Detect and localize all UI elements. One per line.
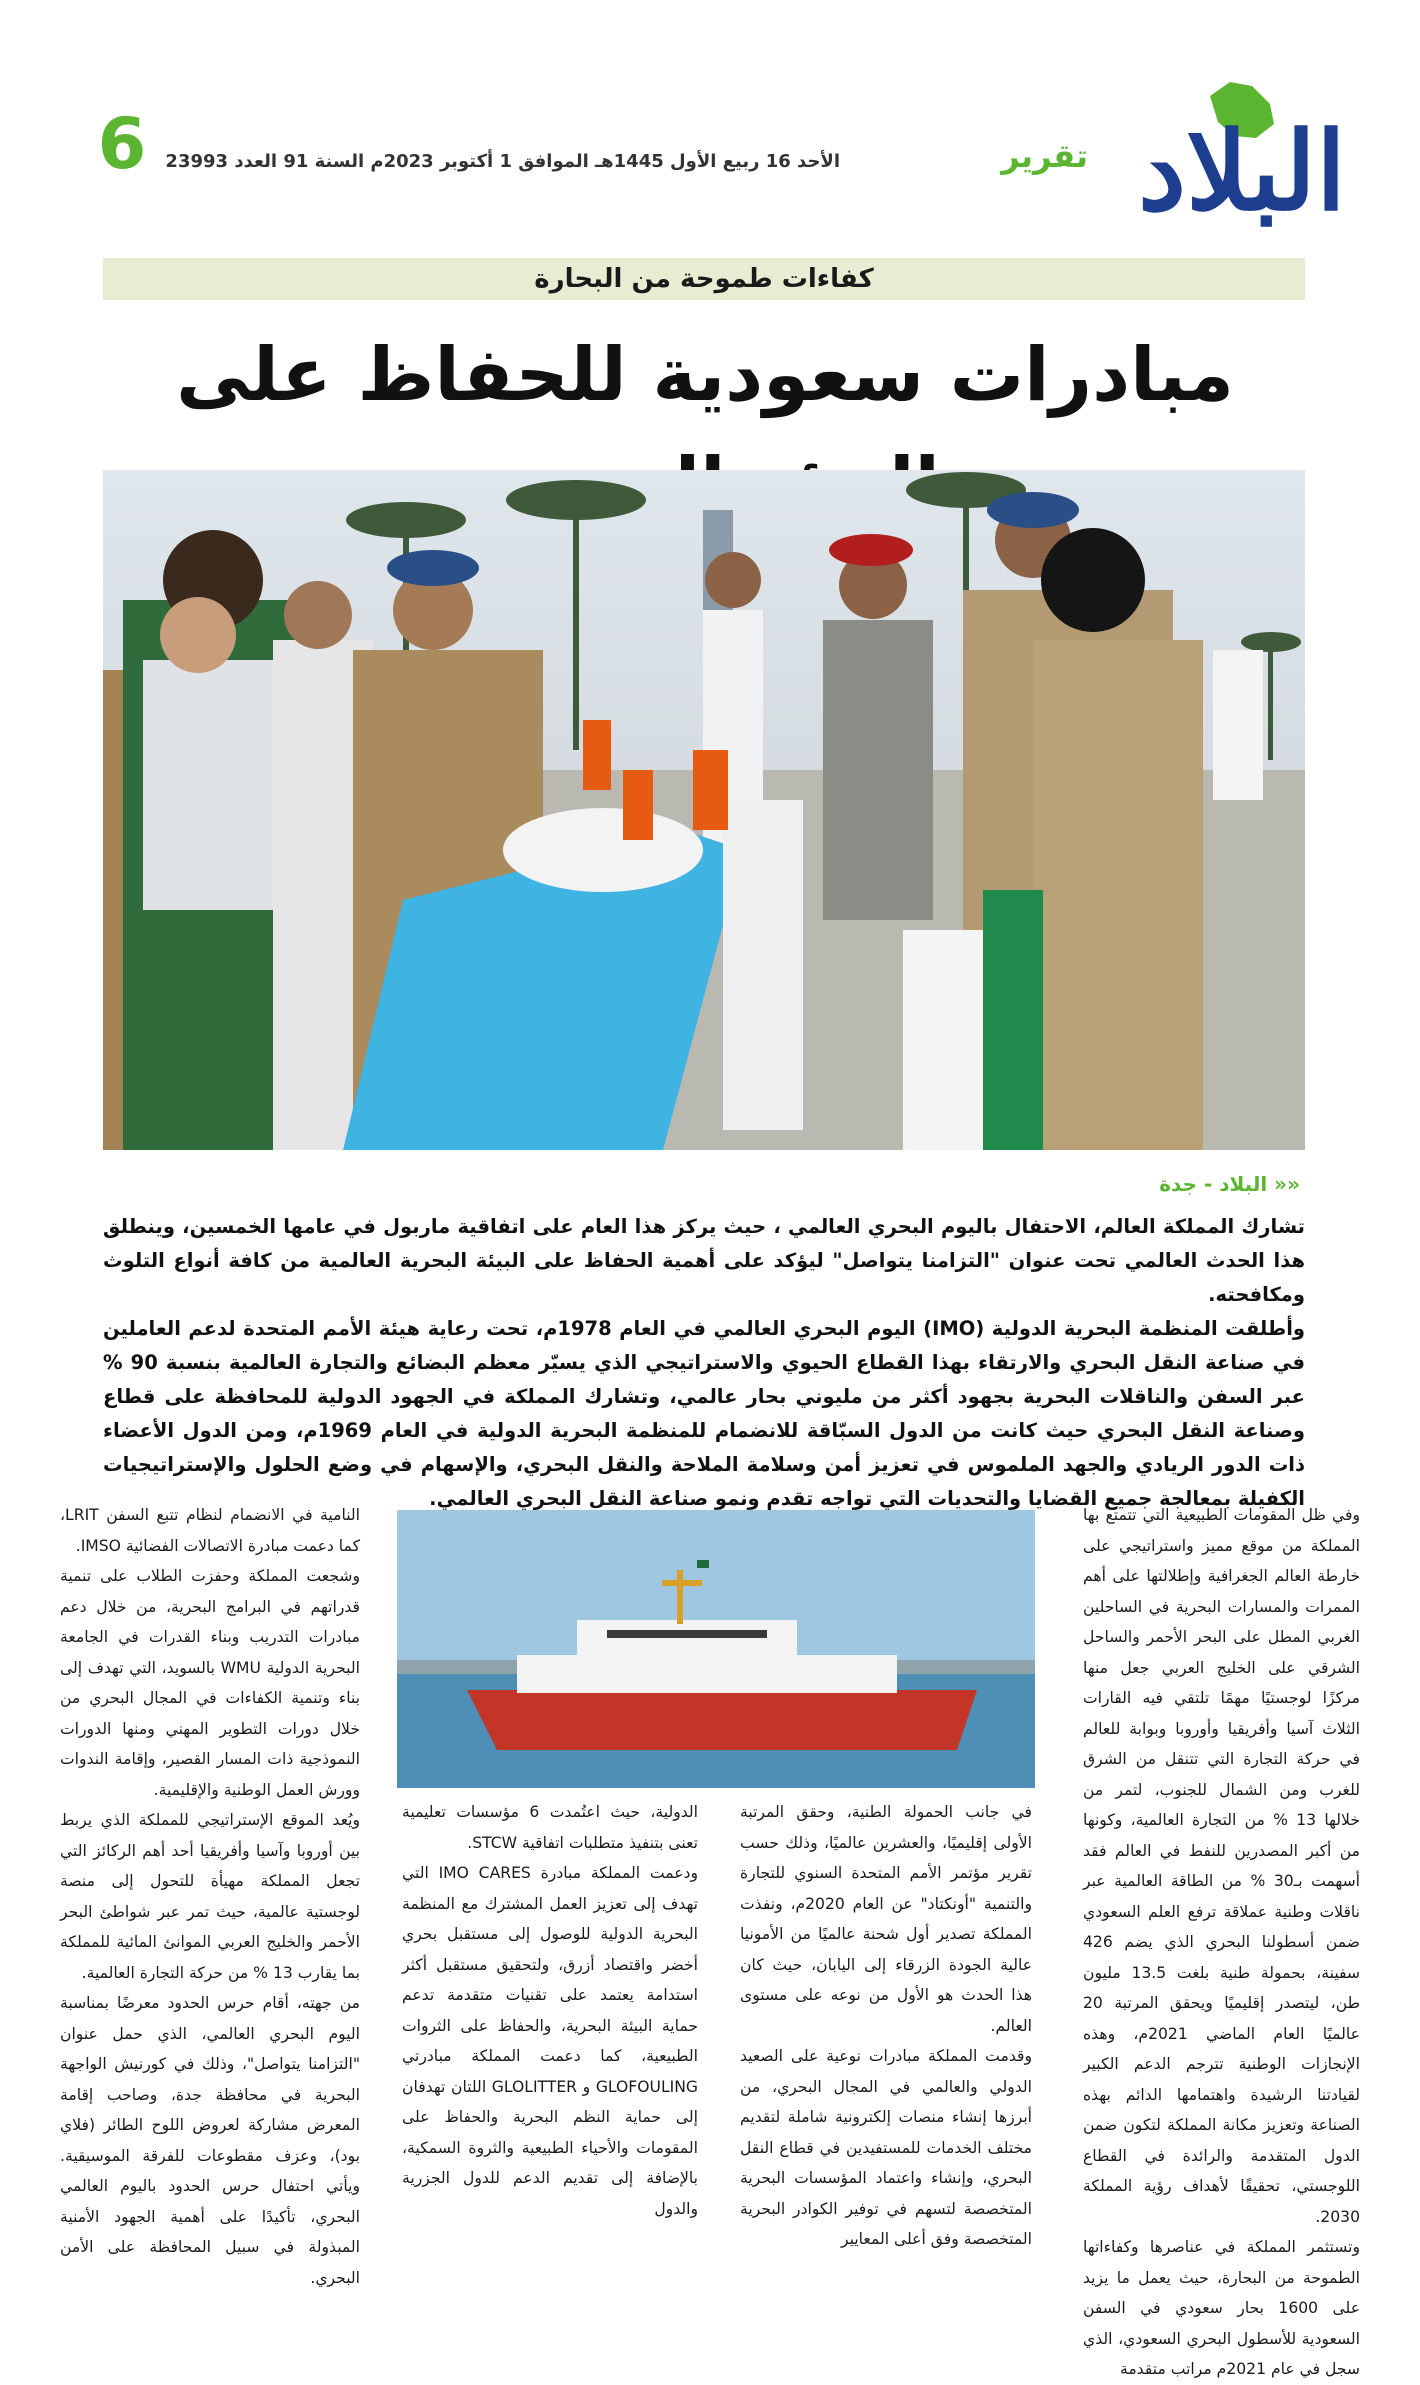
article-lead xyxy=(103,1210,1305,1510)
paragraph: ويُعد الموقع الإستراتيجي للمملكة الذي يربط بين أوروبا وآسيا وأفريقيا أحد أهم الركائز التي تجعل المملكة مهيأة للتحول إلى منصة لوجستية عالمية، حيث تمر عبر شواطئ البحر الأحمر والخليج العربي الموانئ المائية للمملكة بما يقارب 13 % من حركة التجارة العالمية. xyxy=(60,1811,360,1982)
column-left xyxy=(60,1500,360,2287)
logo-text: البلاد xyxy=(1137,109,1347,235)
kicker: كفاءات طموحة من البحارة xyxy=(534,264,874,294)
lead-paragraph: وأطلقت المنظمة البحرية الدولية (IMO) اليوم البحري العالمي في العام 1978م، تحت رعاية هيئة الأمم المتحدة لدعم العاملين في صناعة النقل البحري والارتقاء بهذا القطاع الحيوي والاستراتيجي الذي يسيّر معظم البضائع والتجارة العالمية بنسبة 90 % عبر السفن والناقلات البحرية بجهود أكثر من مليوني بحار عالمي، وتشارك المملكة في الجهود الدولية للمحافظة على قطاع وصناعة النقل البحري حيث كانت من الدول السبّاقة للانضمام للمنظمة البحرية الدولية في العام 1969م، ومن الدول الأعضاء ذات الدور الريادي والجهد الملموس في تعزيز أمن وسلامة الملاحة والنقل البحري، والإسهام في وضع الحلول والإستراتيجيات الكفيلة بمعالجة جميع القضايا والتحديات التي تواجه تقدم ونمو صناعة النقل البحري العالمي. xyxy=(103,1317,1305,1510)
byline xyxy=(1000,1170,1300,1198)
newspaper-logo xyxy=(1108,76,1376,236)
paragraph: من جهته، أقام حرس الحدود معرضًا بمناسبة اليوم البحري العالمي، الذي حمل عنوان "التزامنا يتواصل"، وذلك في كورنيش الواجهة البحرية في محافظة جدة، وصاحب إقامة المعرض مشاركة لعروض اللوح الطائر (فلاي بود)، وعزف مقطوعات للفرقة الموسيقية. ويأتي احتفال حرس الحدود باليوم العالمي البحري، تأكيدًا على أهمية الجهود الأمنية المبذولة في سبيل المحافظة على الأمن البحري. xyxy=(60,1994,360,2287)
lead-paragraph: تشارك المملكة العالم، الاحتفال باليوم البحري العالمي ، حيث يركز هذا العام على اتفاقية ماربول في عامها الخمسين، وينطلق هذا الحدث العالمي تحت عنوان "التزامنا يتواصل" ليؤكد على أهمية الحفاظ على البيئة البحرية العالمية من كافة أنواع التلوث ومكافحته. xyxy=(103,1215,1305,1306)
section-label: تقرير xyxy=(1001,137,1088,175)
exhibition-photo-illustration xyxy=(103,470,1305,1150)
paragraph: في جانب الحمولة الطنية، وحقق المرتبة الأولى إقليميًا، والعشرين عالميًا، وذلك حسب تقرير مؤتمر الأمم المتحدة السنوي للتجارة والتنمية "أونكتاد" عن العام 2020م، ونفذت المملكة تصدير أول شحنة عالميًا من الأمونيا عالية الجودة الزرقاء إلى اليابان، حيث كان هذا الحدث هو الأول من نوعه على مستوى العالم. xyxy=(740,1803,1032,2035)
page-number: 6 xyxy=(97,103,147,185)
paragraph: وتستثمر المملكة في عناصرها وكفاءاتها الطموحة من البحارة، حيث يعمل ما يزيد على 1600 بحار سعودي في السفن السعودية للأسطول البحري السعودي، الذي سجل في عام 2021م مراتب متقدمة xyxy=(1083,2238,1361,2378)
paragraph: النامية في الانضمام لنظام تتبع السفن LRIT، كما دعمت مبادرة الاتصالات الفضائية IMSO. xyxy=(60,1506,360,1555)
paragraph: وقدمت المملكة مبادرات نوعية على الصعيد الدولي والعالمي في المجال البحري، من أبرزها إنشاء منصات إلكترونية شاملة لتقديم مختلف الخدمات للمستفيدين في قطاع النقل البحري، وإنشاء واعتماد المؤسسات البحرية المتخصصة لتسهم في توفير الكوادر البحرية المتخصصة وفق أعلى المعايير xyxy=(740,2047,1032,2248)
paragraph: وشجعت المملكة وحفزت الطلاب على تنمية قدراتهم في البرامج البحرية، من خلال دعم مبادرات التدريب وبناء القدرات في الجامعة البحرية الدولية WMU بالسويد، التي تهدف إلى بناء وتنمية الكفاءات في المجال البحري من خلال دورات التطوير المهني ومنها الدورات النموذجية ذات المسار القصير، وإقامة الندوات وورش العمل الوطنية والإقليمية. xyxy=(60,1567,360,1799)
paragraph: الدولية، حيث اعتُمدت 6 مؤسسات تعليمية تعنى بتنفيذ متطلبات اتفاقية STCW. xyxy=(402,1803,699,1852)
column-right xyxy=(1083,1500,1361,2378)
byline-text: البلاد - جدة xyxy=(1159,1172,1268,1196)
chevrons-icon: «« xyxy=(1267,1172,1300,1196)
ship-illustration xyxy=(397,1510,1035,1788)
column-middle-left xyxy=(402,1797,699,2218)
paragraph: ودعمت المملكة مبادرة IMO CARES التي تهدف إلى تعزيز العمل المشترك مع المنظمة البحرية الدولية للوصول إلى مستقبل بحري أخضر واقتصاد أزرق، ولتحقيق مستقبل أكثر استدامة يعتمد على تقنيات متقدمة تدعم حماية البيئة البحرية، والحفاظ على الثروات الطبيعية، كما دعمت المملكة مبادرتي GLOFOULING و GLOLITTER اللتان تهدفان إلى حماية النظم البحرية والحفاظ على المقومات والأحياء الطبيعية والثروة السمكية، بالإضافة إلى تقديم الدعم للدول الجزرية والدول xyxy=(402,1864,698,2218)
paragraph: وفي ظل المقومات الطبيعية التي تتمتع بها المملكة من موقع مميز واستراتيجي على خارطة العالم الجغرافية وإطلالتها على أهم الممرات والمسارات البحرية في الساحلين الغربي المطل على البحر الأحمر والساحل الشرقي على الخليج العربي جعل منها مركزًا لوجستيًا مهمًا تلتقي فيه القارات الثلاث آسيا وأفريقيا وأوروبا وبوابة للعالم في حركة التجارة التي تتنقل من الشرق للغرب ومن الشمال للجنوب، لتمر من خلالها 13 % من التجارة العالمية، وكونها من أكبر المصدرين للنفط في العالم فقد أسهمت بـ30 % من الطاقة العالمية عبر ناقلات وطنية عملاقة ترفع العلم السعودي ضمن أسطولنا البحري الذي يضم 426 سفينة، بحمولة طنية بلغت 13.5 مليون طن، ليتصدر إقليميًا ويحقق المرتبة 20 عالميًا العام الماضي 2021م، وهذه الإنجازات الوطنية تترجم الدعم الكبير لقيادتنا الرشيدة واهتمامها الدائم بهذه الصناعة وتعزيز مكانة المملكة لتكون ضمن الدول المتقدمة والرائدة في القطاع اللوجستي، تحقيقًا لأهداف رؤية المملكة 2030. xyxy=(1083,1506,1360,2226)
ship-photo xyxy=(397,1510,1035,1788)
headline: مبادرات سعودية للحفاظ على xyxy=(176,332,1234,418)
issue-date-line: الأحد 16 ربيع الأول 1445هـ الموافق 1 أكتوبر 2023م السنة 91 العدد 23993 xyxy=(165,151,840,172)
main-photo xyxy=(103,470,1305,1150)
column-middle-right xyxy=(740,1797,1032,2248)
